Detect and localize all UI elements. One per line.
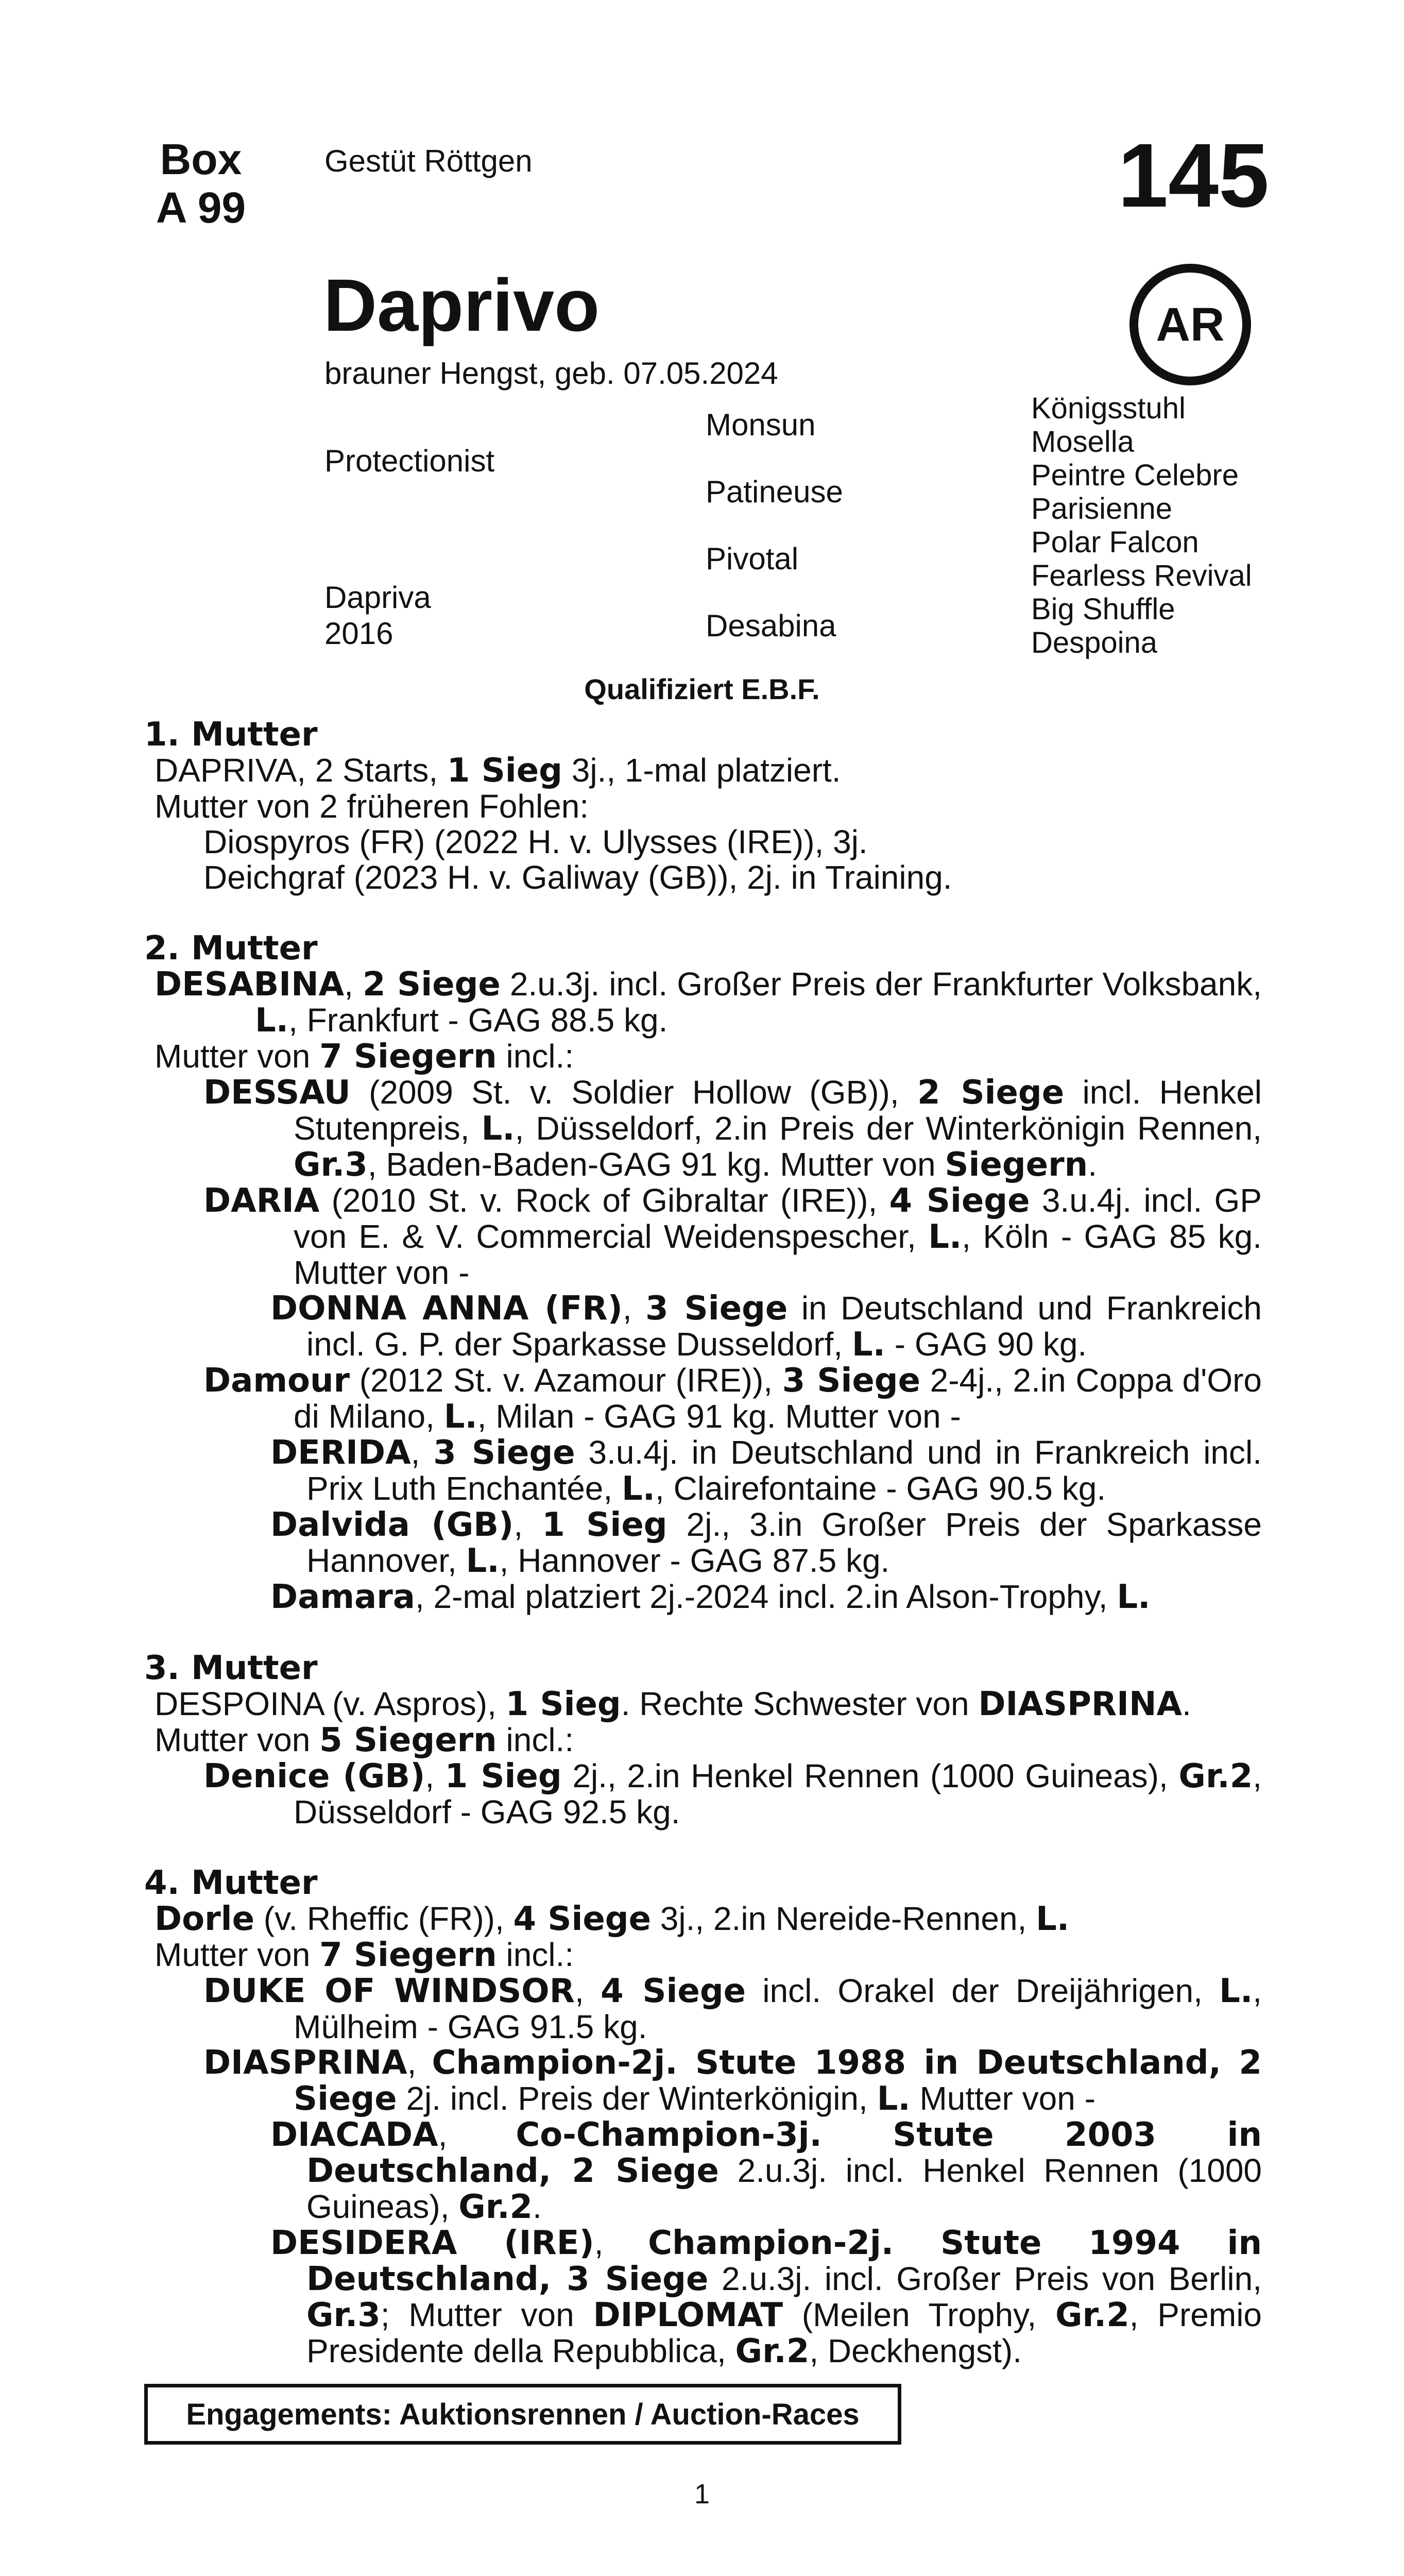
text-run: , [594,2224,648,2261]
bold-text: DIACADA [270,2116,438,2154]
bold-text: 4 Siege [513,1900,651,1938]
bold-text: 7 Siegern [319,1038,497,1076]
text-run: Deichgraf (2023 H. v. Galiway (GB)), 2j. in Training. [203,859,952,896]
page-number: 1 [694,2479,710,2510]
box-label-line2: A 99 [156,183,246,232]
entry-line [144,789,1262,824]
bold-text: 7 Siegern [319,1936,497,1974]
bold-text: 3 Siege [433,1434,575,1472]
text-run: , Köln - GAG 85 kg. Mutter von - [294,1218,1262,1291]
bold-text: Champion-2j. Stute 1988 in Deutschland, 2 Siege [294,2044,1262,2118]
text-run: 3.u.4j. in Deutschland und in Frankreich incl. Prix Luth Enchantée, [306,1434,1262,1507]
text-run: incl. Henkel Stutenpreis, [294,1074,1262,1147]
bold-text: L. [621,1470,656,1508]
bold-text: DUKE OF WINDSOR [203,1972,575,2010]
text-run: DAPRIVA, 2 Starts, [155,752,447,789]
bold-text: 2 Siege [363,965,501,1004]
entry-line [144,1758,1262,1830]
bold-text: L. [443,1398,477,1436]
section-heading: 1. Mutter [144,716,318,754]
pedigree-sire: Protectionist [324,444,495,478]
bold-text: Dorle [155,1900,254,1938]
bold-text: DERIDA [270,1434,411,1472]
entry-line [144,1507,1262,1579]
text-run: Mutter von - [910,2080,1095,2117]
bold-text: L. [255,1002,289,1040]
pedigree-dam: Dapriva [324,580,431,615]
bold-text: 1 Sieg [447,752,562,790]
bold-text: L. [481,1110,515,1148]
bold-text: DESIDERA (IRE) [270,2224,594,2262]
text-run: , Düsseldorf - GAG 92.5 kg. [294,1757,1262,1831]
entry-line [144,1579,1262,1615]
bold-text: L. [877,2080,911,2118]
bold-text: DIASPRINA [978,1685,1183,1723]
text-run: . [1088,1146,1097,1183]
text-run: , [513,1506,542,1543]
text-run: 3j., 1-mal platziert. [562,752,841,789]
bold-text: DARIA [203,1182,320,1220]
text-run: Mutter von [155,1936,320,1973]
bold-text: DESSAU [203,1074,351,1112]
bold-text: Dalvida (GB) [270,1506,514,1544]
text-run: Mutter von [155,1038,320,1075]
pedigree-dam-sire: Pivotal [706,541,799,576]
bold-text: 4 Siege [601,1972,746,2010]
bold-text: Gr.3 [306,2296,381,2334]
pedigree-dam-dam: Desabina [706,608,836,643]
text-run: incl.: [496,1936,574,1973]
female-line-body [144,717,1262,2369]
text-run: , [410,1434,434,1471]
bold-text: L. [466,1542,500,1580]
entry-line [144,2225,1262,2369]
bold-text: 4 Siege [889,1182,1030,1220]
engagements-box: Engagements: Auktionsrennen / Auction-Races [144,2384,901,2445]
bold-text: Siegern [945,1146,1088,1184]
entry-line [144,1937,1262,1973]
bold-text: DIASPRINA [203,2044,407,2082]
text-run: 2j. incl. Preis der Winterkönigin, [397,2080,877,2117]
text-run: . [533,2188,542,2225]
pedigree-sire-sire: Monsun [706,408,816,442]
pedigree-dam-year: 2016 [324,616,393,651]
section-heading: 2. Mutter [144,929,318,968]
text-run: Mutter von 2 früheren Fohlen: [155,788,589,825]
text-run: 2.u.3j. incl. Henkel Rennen (1000 Guineas), [306,2152,1262,2225]
section-spacer [144,1615,1262,1651]
text-run: (v. Rheffic (FR)), [254,1900,513,1937]
entry-line [144,860,1262,895]
text-run: , [407,2044,432,2081]
entry-line [144,1901,1262,1937]
text-run: (2010 St. v. Rock of Gibraltar (IRE)), [319,1182,889,1219]
bold-text: L. [1117,1578,1151,1616]
text-run: , Clairefontaine - GAG 90.5 kg. [655,1470,1106,1507]
entry-line [144,1722,1262,1758]
text-run: (2009 St. v. Soldier Hollow (GB)), [350,1074,918,1111]
bold-text: Damour [203,1362,350,1400]
text-run: , Hannover - GAG 87.5 kg. [499,1542,890,1579]
horse-description: brauner Hengst, geb. 07.05.2024 [324,356,778,391]
bold-text: DIPLOMAT [593,2296,783,2334]
entry-line [144,1973,1262,2045]
entry-line [144,967,1262,1039]
pedigree-gen3-6: Fearless Revival [1031,559,1252,592]
bold-text: Champion-2j. Stute 1994 in Deutschland, 3 Siege [306,2224,1262,2298]
text-run: (Meilen Trophy, [783,2296,1055,2333]
text-run: , Milan - GAG 91 kg. Mutter von - [477,1398,961,1435]
entry-line [144,1686,1262,1722]
qualification-note: Qualifiziert E.B.F. [584,673,820,705]
text-run: , 2-mal platziert 2j.-2024 incl. 2.in Alson-Trophy, [415,1578,1117,1615]
text-run: 2.u.3j. incl. Großer Preis von Berlin, [708,2260,1262,2297]
text-run: 3j., 2.in Nereide-Rennen, [651,1900,1036,1937]
section-heading: 4. Mutter [144,1864,318,1902]
bold-text: 1 Sieg [444,1757,562,1795]
text-run: 2j., 3.in Großer Preis der Sparkasse Hannover, [306,1506,1262,1579]
bold-text: 1 Sieg [542,1506,667,1544]
horse-name: Daprivo [323,264,600,347]
bold-text: L. [851,1326,885,1364]
text-run: . Rechte Schwester von [621,1685,979,1722]
text-run: , Baden-Baden-GAG 91 kg. Mutter von [367,1146,945,1183]
text-run: , [438,2116,516,2153]
bold-text: Co-Champion-3j. Stute 2003 in Deutschland, 2 Siege [306,2116,1262,2190]
text-run: , [344,965,363,1003]
bold-text: Gr.3 [294,1146,368,1184]
bold-text: L. [928,1218,962,1256]
text-run: - GAG 90 kg. [885,1326,1087,1363]
entry-line [144,1291,1262,1363]
pedigree-sire-dam: Patineuse [706,474,843,509]
text-run: Diospyros (FR) (2022 H. v. Ulysses (IRE)), 3j. [203,823,868,860]
ar-badge: AR [1129,264,1251,385]
box-label [149,135,252,232]
bold-text: 3 Siege [645,1290,788,1328]
text-run: DESPOINA (v. Aspros), [155,1685,506,1722]
pedigree-gen3-3: Peintre Celebre [1031,459,1239,492]
pedigree-gen3-2: Mosella [1031,425,1134,459]
bold-text: Damara [270,1578,415,1616]
bold-text: 2 Siege [917,1074,1065,1112]
text-run: incl. Orakel der Dreijährigen, [746,1972,1220,2009]
text-run: ; Mutter von [380,2296,593,2333]
pedigree-gen3-4: Parisienne [1031,492,1173,526]
bold-text: 3 Siege [782,1362,921,1400]
bold-text: Gr.2 [1178,1757,1253,1795]
text-run: , [574,1972,601,2009]
entry-line [144,1363,1262,1435]
pedigree-gen3-8: Despoina [1031,626,1158,659]
text-run: , Deckhengst). [809,2332,1022,2369]
section-heading: 3. Mutter [144,1649,318,1687]
section-spacer [144,1830,1262,1866]
bold-text: DONNA ANNA (FR) [270,1290,623,1328]
text-run: Mutter von [155,1721,320,1758]
pedigree-gen3-7: Big Shuffle [1031,592,1175,626]
text-run: . [1182,1685,1191,1722]
text-run: 3.u.4j. incl. GP von E. & V. Commercial Weidenspescher, [294,1182,1262,1255]
entry-line [144,1183,1262,1291]
pedigree-gen3-5: Polar Falcon [1031,526,1199,559]
text-run: incl.: [496,1038,574,1075]
entry-line [144,2117,1262,2225]
box-label-line1: Box [160,135,242,183]
entry-line [144,824,1262,860]
bold-text: 1 Sieg [505,1685,621,1723]
text-run: (2012 St. v. Azamour (IRE)), [350,1362,782,1399]
text-run: , Premio Presidente della Repubblica, [306,2296,1262,2369]
bold-text: Denice (GB) [203,1757,425,1795]
text-run: 2.u.3j. incl. Großer Preis der Frankfurter Volksbank, [500,965,1262,1003]
lot-number: 145 [1118,125,1269,226]
text-run: 2j., 2.in Henkel Rennen (1000 Guineas), [561,1757,1179,1794]
text-run: , [622,1290,646,1327]
pedigree-gen3-1: Königsstuhl [1031,392,1186,425]
entry-line [144,753,1262,789]
text-run: , Mülheim - GAG 91.5 kg. [294,1972,1262,2045]
text-run: 2-4j., 2.in Coppa d'Oro di Milano, [294,1362,1262,1435]
bold-text: L. [1219,1972,1253,2010]
bold-text: DESABINA [155,965,345,1004]
text-run: , Frankfurt - GAG 88.5 kg. [288,1002,668,1039]
bold-text: Gr.2 [1055,2296,1129,2334]
text-run: , [425,1757,445,1794]
entry-line [144,2045,1262,2117]
text-run: incl.: [496,1721,574,1758]
breeder-name: Gestüt Röttgen [324,144,533,178]
bold-text: Gr.2 [735,2332,810,2370]
bold-text: 5 Siegern [319,1721,497,1759]
section-spacer [144,895,1262,931]
entry-line [144,1039,1262,1075]
bold-text: Gr.2 [458,2188,533,2226]
text-run: in Deutschland und Frankreich incl. G. P. der Sparkasse Dusseldorf, [306,1290,1262,1363]
text-run: , Düsseldorf, 2.in Preis der Winterkönigin Rennen, [515,1110,1262,1147]
entry-line [144,1435,1262,1507]
entry-line [144,1075,1262,1183]
bold-text: L. [1036,1900,1070,1938]
